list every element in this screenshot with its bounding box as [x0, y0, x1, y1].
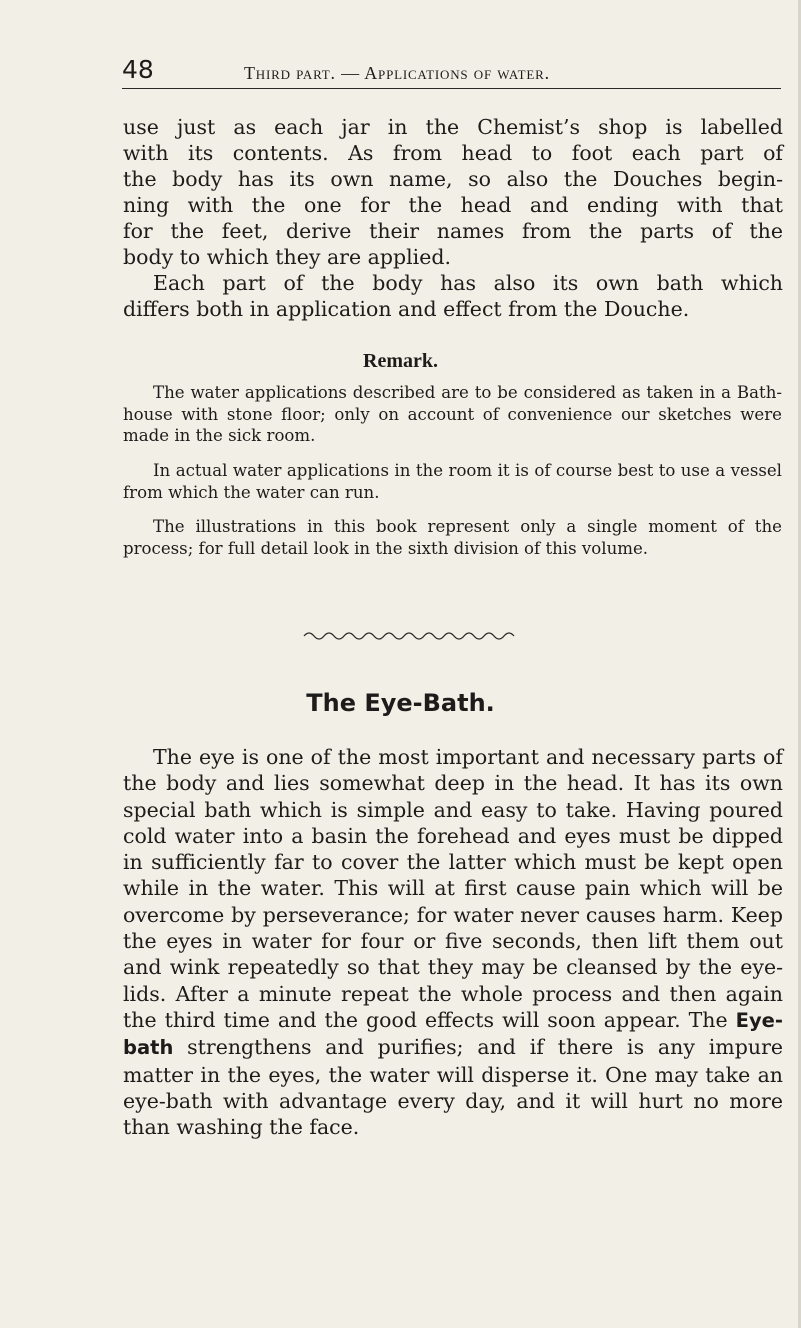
bath-line: differs both in application and effect from the Douche.: [123, 297, 690, 321]
remark-heading: Remark.: [363, 350, 438, 372]
page-number: 48: [122, 55, 154, 84]
intro-line: with its contents. As from head to foot each part of: [123, 141, 783, 165]
wavy-ornament: [302, 629, 522, 643]
eye-bath-text-end: strengthens and purifies; and if there is any impure matter in the eyes, the water will disperse it. One may take an eye-bath with advantage every day, and it will hurt no more than washing the face.: [123, 1035, 783, 1140]
intro-line: use just as each jar in the Chemist’s shop is labelled: [123, 115, 783, 139]
remark-paragraph: The illustrations in this book represent only a single moment of the process; for full detail look in the sixth division of this volume.: [123, 517, 782, 558]
page-header: [122, 52, 781, 89]
intro-line: for the feet, derive their names from the parts of the: [123, 219, 783, 243]
eye-bath-paragraph: [123, 744, 783, 1140]
intro-line: body to which they are applied.: [123, 245, 451, 269]
eye-bath-text-start: The eye is one of the most important and necessary parts of the body and lies somewhat deep in the head. It has its own special bath which is simple and easy to take. Having poured cold water into a basin the forehead and eyes must be dipped in sufficiently far to cover the latter which must be kept open while in the water. This will at first cause pain which will be overcome by perseverance; for water never causes harm. Keep the eyes in water for four or five seconds, then lift them out and wink repeatedly so that they may be cleansed by the eye-lids. After a minute repeat the whole process and then again the third time and the good effects will soon appear. The: [123, 745, 783, 1032]
intro-line: ning with the one for the head and ending with that: [123, 193, 783, 217]
intro-line: the body has its own name, so also the Douches begin-: [123, 167, 783, 191]
section-title: The Eye-Bath.: [306, 689, 495, 717]
remark-paragraph: In actual water applications in the room it is of course best to use a vessel from which the water can run.: [123, 461, 782, 502]
bath-line: Each part of the body has also its own bath which: [153, 271, 783, 295]
running-head: Third part. — Applications of water.: [244, 63, 550, 83]
eye-bath-emphasis: Eye-bath: [123, 1008, 783, 1060]
remark-paragraph: The water applications described are to be considered as taken in a Bath-house with stone floor; only on account of convenience our sketches were made in the sick room.: [123, 383, 782, 445]
